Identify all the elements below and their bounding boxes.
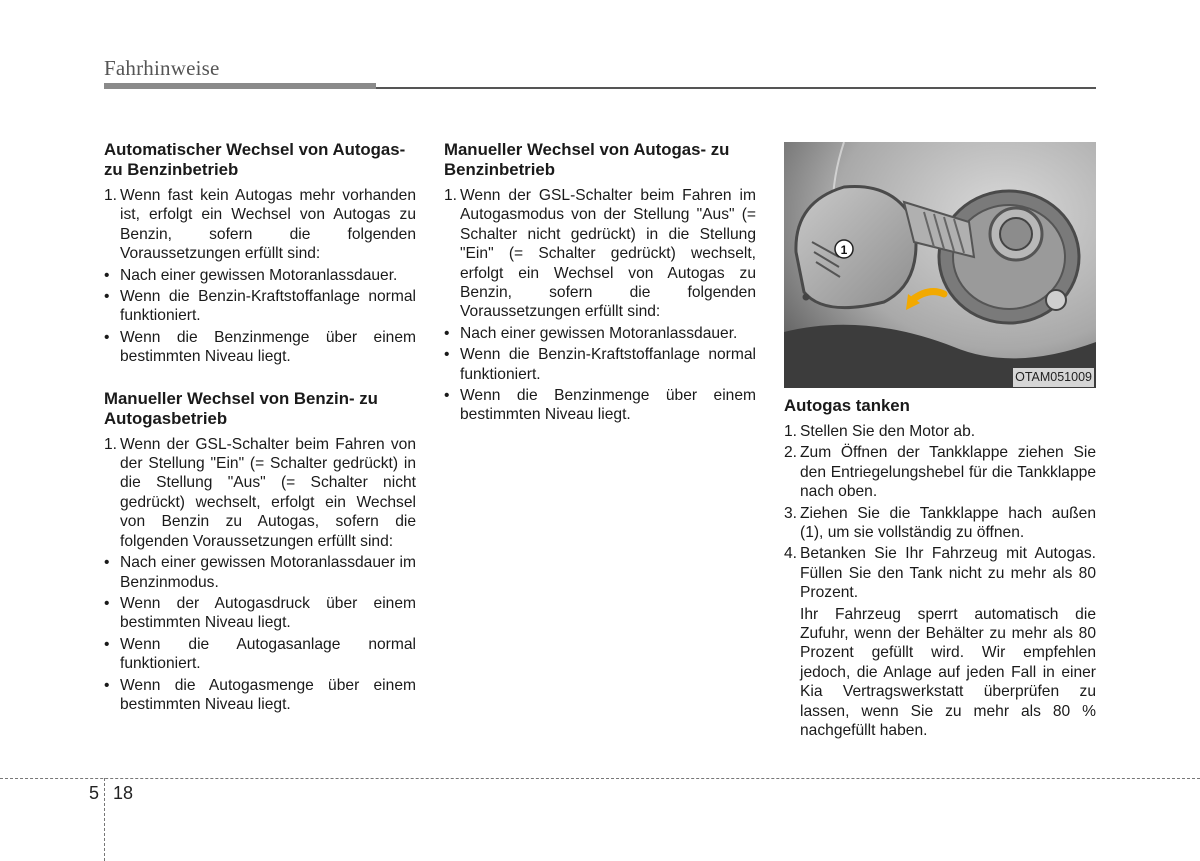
bullet-item [104, 287, 416, 326]
header-rule-thin [376, 87, 1096, 89]
bullet-text: Wenn die Benzinmenge über einem bestimmten Niveau liegt. [460, 387, 756, 424]
note-paragraph: Ihr Fahrzeug sperrt automatisch die Zufuhr, wenn der Behälter zu mehr als 80 Prozent gefüllt wird. Wir empfehlen jedoch, die Anlage auf jeden Fall in einer Kia Vertragswerkstatt überprüfen zu lassen, wenn Sie zu mehr als 80 % nachgefüllt haben. [800, 605, 1096, 740]
list-item [104, 435, 416, 551]
bullet-text: Nach einer gewissen Motoranlassdauer im Benzinmodus. [120, 554, 416, 591]
section-heading: Manueller Wechsel von Autogas- zu Benzinbetrieb [444, 140, 730, 179]
header-rule-thick [104, 83, 376, 89]
section-heading: Manueller Wechsel von Benzin- zu Autogasbetrieb [104, 388, 378, 428]
section-heading: Automatischer Wechsel von Autogas- zu Benzinbetrieb [104, 140, 406, 179]
list-item [784, 443, 1096, 501]
footer-vertical-rule [104, 778, 105, 861]
step-number: 1. [104, 187, 118, 204]
image-code: OTAM051009 [1013, 368, 1094, 387]
step-text: Wenn der GSL-Schalter beim Fahren von der Stellung "Ein" (= Schalter gedrückt) in die Stellung "Aus" (= Schalter nicht gedrückt) wechselt, erfolgt ein Wechsel von Benzin zu Autogas, sofern die folgenden Voraussetzungen erfüllt sind: [120, 435, 416, 550]
step-text: Stellen Sie den Motor ab. [800, 423, 976, 440]
step-text: Betanken Sie Ihr Fahrzeug mit Autogas. Füllen Sie den Tank nicht zu mehr als 80 Prozent. [800, 545, 1096, 602]
chapter-number: 5 [89, 783, 100, 803]
step-number: 1. [104, 435, 118, 453]
section-auto-switch [104, 140, 416, 367]
bullet-text: Wenn die Autogasmenge über einem bestimmten Niveau liegt. [120, 676, 416, 713]
bullet-item [104, 266, 416, 285]
bullet-icon: • [104, 288, 110, 306]
list-item [444, 186, 756, 322]
column-middle [444, 140, 756, 447]
bullet-item [444, 345, 756, 384]
bullet-text: Wenn die Benzin-Kraftstoffanlage normal funktioniert. [120, 288, 416, 325]
section-heading: Autogas tanken [784, 396, 910, 415]
bullet-text: Nach einer gewissen Motoranlassdauer. [460, 324, 738, 342]
bullet-item [444, 386, 756, 425]
list-item [104, 186, 416, 264]
footer-rule [0, 778, 1200, 779]
step-text: Wenn fast kein Autogas mehr vorhanden ist, erfolgt ein Wechsel von Autogas zu Benzin, sofern die folgenden Voraussetzungen erfüllt sind: [120, 187, 416, 263]
bullet-icon: • [104, 328, 110, 346]
bullet-text: Wenn die Benzinmenge über einem bestimmten Niveau liegt. [120, 328, 416, 366]
page-header-title: Fahrhinweise [104, 56, 220, 80]
bullet-icon: • [104, 635, 110, 653]
bullet-icon: • [104, 554, 110, 572]
bullet-text: Wenn der Autogasdruck über einem bestimmten Niveau liegt. [120, 594, 416, 632]
callout-label: 1 [840, 243, 848, 257]
bullet-icon: • [444, 324, 450, 342]
section-manual-petrol-to-lpg [104, 389, 416, 715]
page-number: 18 [113, 783, 134, 803]
step-number: 1. [444, 187, 458, 204]
step-text: Wenn der GSL-Schalter beim Fahren im Autogasmodus von der Stellung "Aus" (= Schalter nicht gedrückt) in die Stellung "Ein" (= Schalter gedrückt) wechselt, erfolgt ein Wechsel von Autogas zu Benzin, sofern die folgenden Voraussetzungen erfüllt sind: [460, 187, 756, 321]
fuel-door-photo [784, 142, 1096, 388]
column-right [784, 142, 1096, 741]
step-text: Zum Öffnen der Tankklappe ziehen Sie den Entriegelungshebel für die Tankklappe nach oben. [800, 444, 1096, 501]
bullet-item [104, 594, 416, 633]
bullet-icon: • [104, 594, 110, 612]
fuel-door-illustration [784, 142, 1096, 388]
step-number: 4. [784, 545, 798, 563]
bullet-text: Wenn die Autogasanlage normal funktioniert. [120, 635, 416, 673]
step-number: 2. [784, 444, 798, 462]
bullet-text: Nach einer gewissen Motoranlassdauer. [120, 266, 398, 284]
bullet-item [104, 553, 416, 592]
bullet-item [104, 676, 416, 715]
bullet-item [104, 635, 416, 674]
list-item [784, 504, 1096, 543]
bullet-item [104, 328, 416, 367]
column-left [104, 140, 416, 736]
step-text: Ziehen Sie die Tankklappe hach außen (1), um sie vollständig zu öffnen. [800, 504, 1096, 542]
step-number: 1. [784, 423, 798, 440]
bullet-text: Wenn die Benzin-Kraftstoffanlage normal funktioniert. [460, 346, 756, 383]
section-manual-lpg-to-petrol [444, 140, 756, 425]
bullet-icon: • [104, 266, 110, 284]
bullet-icon: • [104, 676, 110, 694]
list-item [784, 422, 1096, 441]
bullet-item [444, 324, 756, 343]
bullet-icon: • [444, 346, 450, 364]
list-item [784, 544, 1096, 602]
bullet-icon: • [444, 387, 450, 405]
step-number: 3. [784, 504, 798, 522]
